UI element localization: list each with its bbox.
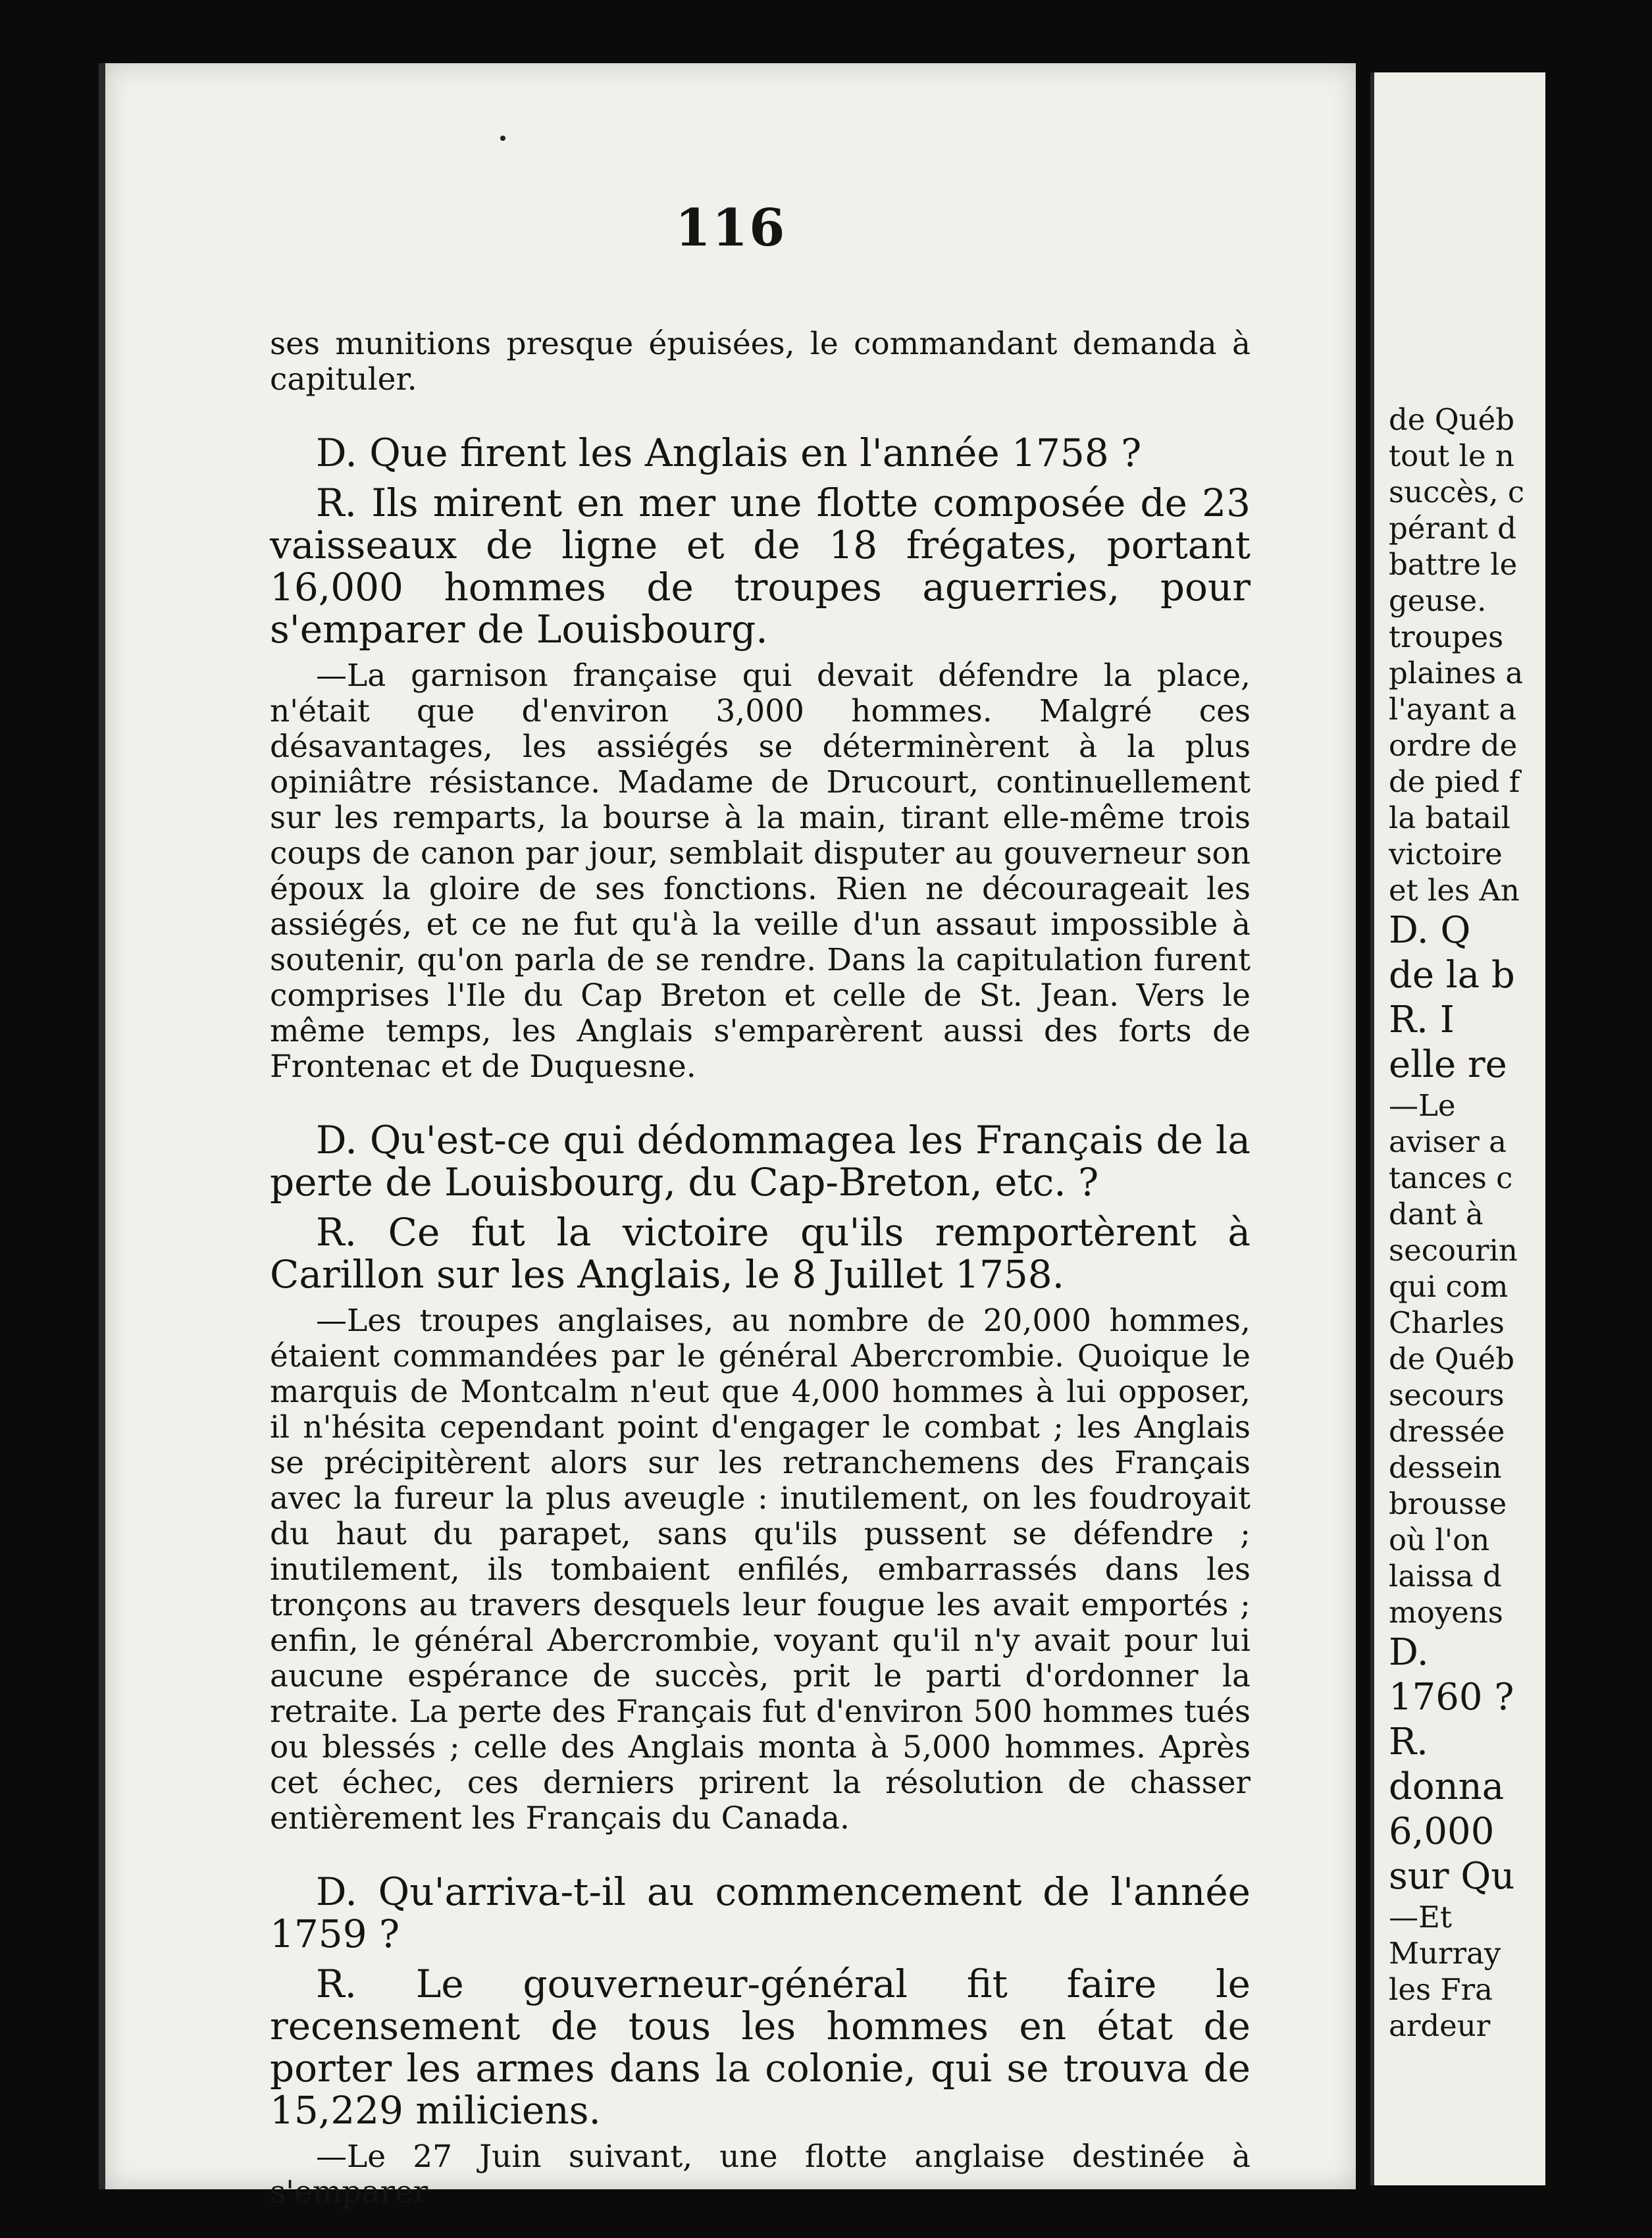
- adjacent-page-line: Murray: [1389, 1936, 1501, 1971]
- adjacent-page-line: de pied f: [1389, 764, 1520, 799]
- adjacent-page-line: laissa d: [1389, 1559, 1502, 1594]
- commentary-carillon: —Les troupes anglaises, au nombre de 20,000 hommes, étaient commandées par le général Abercrombie. Quoique le marquis de Montcalm n'eut que 4,000 hommes à lui opposer, il n'hésita cependant point d'engager le combat ; les Anglais se précipitèrent alors sur les retranchemens des Français avec la fureur la plus aveugle : inutilement, on les foudroyait du haut du parapet, sans qu'ils pussent se défendre ; inutilement, ils tombaient enfilés, embarrassés dans les tronçons au travers desquels leur fougue les avait emportés ; enfin, le général Abercrombie, voyant qu'il n'y avait pour lui aucune espérance de succès, prit le parti d'ordonner la retraite. La perte des Français fut d'environ 500 hommes tués ou blessés ; celle des Anglais monta à 5,000 hommes. Après cet échec, ces derniers prirent la résolution de chasser entièrement les Français du Canada.: [270, 1303, 1251, 1836]
- commentary-flotte: —Le 27 Juin suivant, une flotte anglaise destinée à s'emparer: [270, 2139, 1251, 2210]
- adjacent-page-line: Charles: [1389, 1305, 1505, 1340]
- adjacent-page-line: 1760 ?: [1389, 1676, 1514, 1719]
- adjacent-page-line: où l'on: [1389, 1522, 1490, 1557]
- adjacent-page-line: secourin: [1389, 1233, 1518, 1268]
- adjacent-page-line: —Et: [1389, 1900, 1452, 1935]
- adjacent-page-line: moyens: [1389, 1595, 1503, 1630]
- adjacent-page-text: [1389, 402, 1652, 2044]
- adjacent-page-line: qui com: [1389, 1269, 1509, 1304]
- adjacent-page-line: donna: [1389, 1765, 1505, 1808]
- adjacent-page-line: D. Q: [1389, 909, 1471, 952]
- adjacent-page-line: ardeur: [1389, 2008, 1491, 2043]
- adjacent-page-line: aviser a: [1389, 1124, 1507, 1159]
- adjacent-page-line: R. I: [1389, 999, 1455, 1041]
- adjacent-page-line: elle re: [1389, 1043, 1507, 1086]
- adjacent-page-line: R.: [1389, 1721, 1428, 1763]
- answer-carillon: R. Ce fut la victoire qu'ils remportèrent à Carillon sur les Anglais, le 8 Juillet 1758.: [270, 1210, 1251, 1297]
- page-number: 116: [675, 198, 787, 258]
- adjacent-page-line: pérant d: [1389, 511, 1516, 546]
- adjacent-page-line: dressée: [1389, 1414, 1505, 1449]
- adjacent-page-line: secours: [1389, 1378, 1505, 1413]
- question-1759: D. Qu'arriva-t-il au commencement de l'année 1759 ?: [270, 1869, 1251, 1956]
- adjacent-page-line: tances c: [1389, 1160, 1513, 1195]
- ink-speck: [500, 136, 505, 141]
- answer-recensement: R. Le gouverneur-général fit faire le recensement de tous les hommes en état de porter les armes dans la colonie, qui se trouva de 15,229 miliciens.: [270, 1962, 1251, 2133]
- answer-1758: R. Ils mirent en mer une flotte composée de 23 vaisseaux de ligne et de 18 frégates, portant 16,000 hommes de troupes aguerries, pour s'emparer de Louisbourg.: [270, 481, 1251, 652]
- adjacent-page-line: et les An: [1389, 873, 1520, 908]
- adjacent-page-line: —Le: [1389, 1088, 1456, 1123]
- adjacent-page-line: ordre de: [1389, 728, 1518, 763]
- adjacent-page-line: 6,000: [1389, 1810, 1495, 1853]
- adjacent-page-line: brousse: [1389, 1486, 1507, 1521]
- adjacent-page-line: geuse.: [1389, 583, 1487, 618]
- adjacent-page-line: de Québ: [1389, 402, 1515, 437]
- adjacent-page-line: sur Qu: [1389, 1855, 1515, 1898]
- question-dedommagement: D. Qu'est-ce qui dédommagea les Français de la perte de Louisbourg, du Cap-Breton, etc. ?: [270, 1118, 1251, 1205]
- adjacent-page-line: D.: [1389, 1631, 1429, 1674]
- adjacent-page-line: les Fra: [1389, 1972, 1493, 2007]
- paragraph-continuation: ses munitions presque épuisées, le commandant demanda à capituler.: [270, 326, 1251, 398]
- adjacent-page-line: l'ayant a: [1389, 692, 1517, 727]
- adjacent-page-line: troupes: [1389, 619, 1504, 654]
- adjacent-page-line: victoire: [1389, 837, 1503, 872]
- adjacent-page-line: dessein: [1389, 1450, 1502, 1485]
- adjacent-page-line: dant à: [1389, 1197, 1484, 1232]
- adjacent-page-line: tout le n: [1389, 438, 1514, 473]
- book-page: [99, 63, 1356, 2210]
- adjacent-page: [1370, 72, 1545, 2185]
- page-body: [270, 326, 1251, 2222]
- adjacent-page-line: de Québ: [1389, 1341, 1515, 1376]
- commentary-louisbourg: —La garnison française qui devait défendre la place, n'était que d'environ 3,000 hommes. Malgré ces désavantages, les assiégés se déterminèrent à la plus opiniâtre résistance. Madame de Drucourt, continuellement sur les remparts, la bourse à la main, tirant elle-même trois coups de canon par jour, semblait disputer au gouverneur son époux la gloire de ses fonctions. Rien ne décourageait les assiégés, et ce ne fut qu'à la veille d'un assaut impossible à soutenir, qu'on parla de se rendre. Dans la capitulation furent comprises l'Ile du Cap Breton et celle de St. Jean. Vers le même temps, les Anglais s'emparèrent aussi des forts de Frontenac et de Duquesne.: [270, 658, 1251, 1085]
- adjacent-page-line: la batail: [1389, 800, 1510, 835]
- adjacent-page-line: succès, c: [1389, 475, 1525, 509]
- adjacent-page-line: battre le: [1389, 547, 1518, 582]
- adjacent-page-line: de la b: [1389, 954, 1515, 997]
- adjacent-page-line: plaines a: [1389, 656, 1524, 690]
- question-1758: D. Que firent les Anglais en l'année 1758 ?: [316, 430, 1142, 475]
